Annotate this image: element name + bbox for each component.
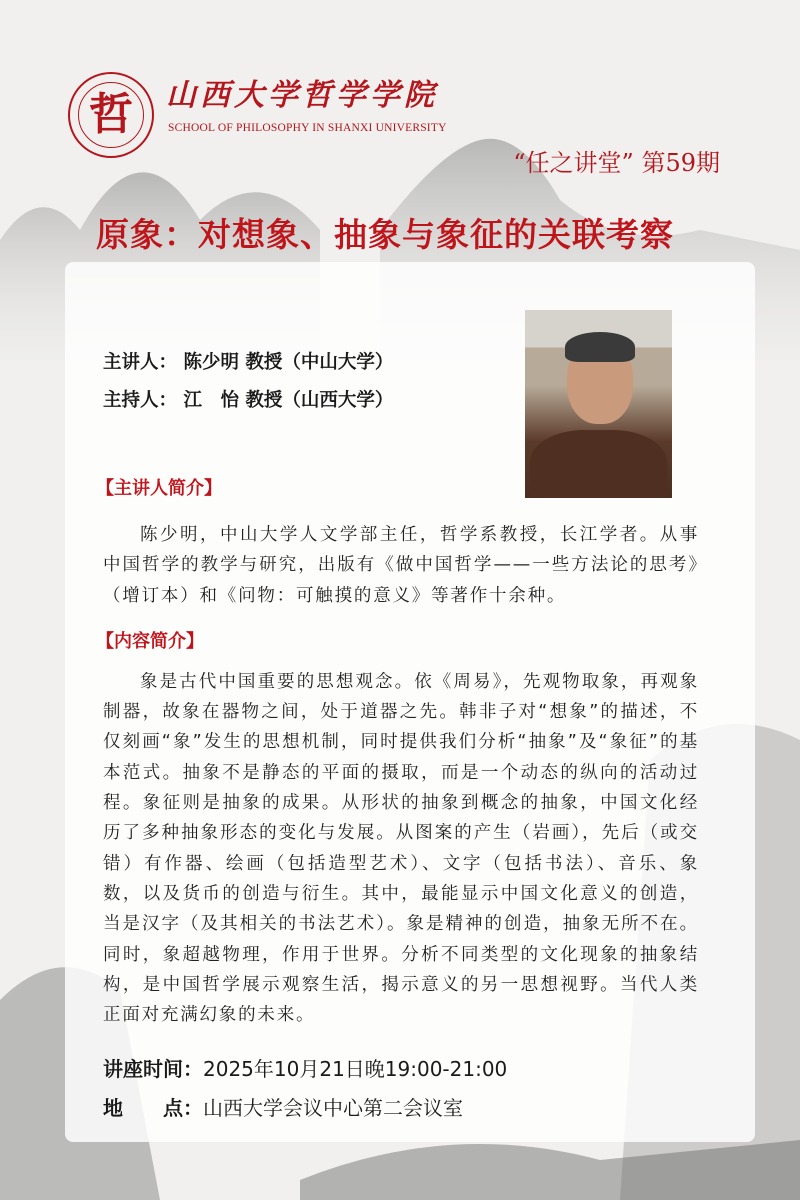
content-flow	[96, 344, 699, 1128]
school-logo	[68, 72, 154, 158]
abstract-text: 象是古代中国重要的思想观念。依《周易》，先观物取象，再观象制器，故象在器物之间，处于道器之先。韩非子对“想象”的描述，不仅刻画“象”发生的思想机制，同时提供我们分析“抽象”及“象征”的基本范式。抽象不是静态的平面的摄取，而是一个动态的纵向的活动过程。象征则是抽象的成果。从形状的抽象到概念的抽象，中国文化经历了多种抽象形态的变化与发展。从图案的产生（岩画），先后（或交错）有作器、绘画（包括造型艺术）、文字（包括书法）、音乐、象数，以及货币的创造与衍生。其中，最能显示中国文化意义的创造，当是汉字（及其相关的书法艺术）。象是精神的创造，抽象无所不在。同时，象超越物理，作用于世界。分析不同类型的文化现象的抽象结构，是中国哲学展示观察生活，揭示意义的另一思想视野。当代人类正面对充满幻象的未来。	[103, 671, 699, 1026]
speaker-info	[103, 344, 513, 420]
lecture-series: “任之讲堂” 第59期	[513, 149, 720, 177]
school-name-en: SCHOOL OF PHILOSOPHY IN SHANXI UNIVERSITY	[168, 122, 447, 134]
speaker-line: 主讲人： 陈少明 教授（中山大学）	[103, 352, 394, 373]
host-line: 主持人： 江 怡 教授（山西大学）	[103, 390, 394, 411]
bio-text: 陈少明，中山大学人文学部主任，哲学系教授，长江学者。从事中国哲学的教学与研究，出版有《做中国哲学——一些方法论的思考》（增订本）和《问物：可触摸的意义》等著作十余种。	[103, 525, 699, 606]
lecture-title: 原象：对想象、抽象与象征的关联考察	[96, 215, 674, 254]
event-time: 讲座时间：2025年10月21日晚19:00-21:00	[103, 1057, 508, 1082]
bio-heading: 【主讲人简介】	[96, 478, 222, 499]
abstract-heading: 【内容简介】	[96, 630, 204, 652]
event-info	[103, 1050, 699, 1128]
event-place: 地 点：山西大学会议中心第二会议室	[103, 1096, 463, 1121]
logo-char: 哲	[78, 82, 144, 148]
school-name-cn: 山西大学哲学学院	[166, 78, 438, 113]
